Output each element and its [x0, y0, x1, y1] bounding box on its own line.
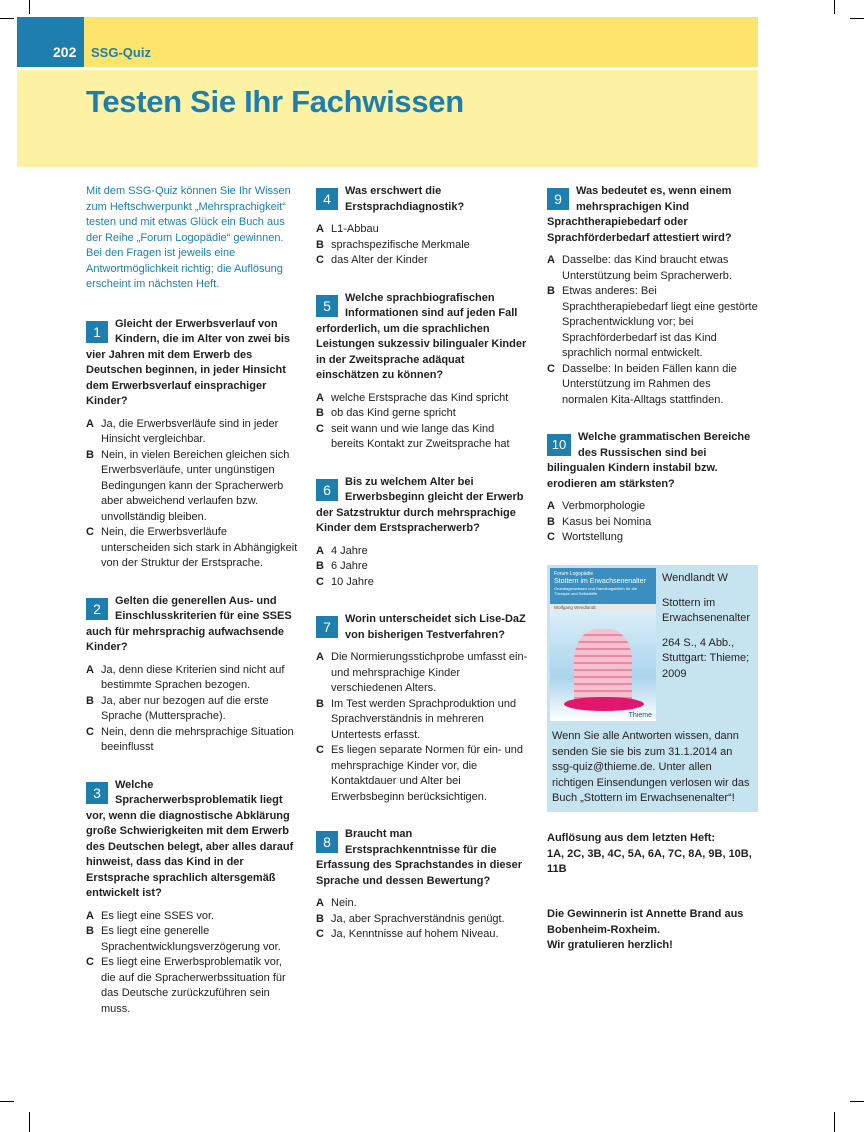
option-text: Ja, die Erwerbsverläufe sind in jeder Hinsicht vergleichbar.: [101, 417, 279, 445]
option-letter: B: [86, 448, 94, 461]
answer-option: [316, 912, 528, 928]
answer-option: [316, 575, 528, 591]
option-letter: C: [316, 928, 324, 940]
question-number-badge: 8: [316, 831, 338, 853]
question-heading: [316, 827, 528, 889]
option-text: Die Normierungsstichprobe umfasst ein- und mehrsprachige Kinder verschiedenen Alters.: [331, 651, 528, 694]
page-number: 202: [17, 17, 84, 67]
option-letter: A: [547, 254, 555, 266]
answer-option: [547, 499, 759, 515]
option-letter: B: [86, 694, 94, 707]
option-letter: A: [86, 417, 94, 430]
question-text: Worin unterscheidet sich Lise-DaZ von bisherigen Testverfahren?: [345, 613, 526, 641]
question-number-badge: 7: [316, 616, 338, 638]
book-author: Wendlandt W: [662, 572, 728, 584]
option-letter: C: [86, 526, 94, 538]
question-text: Was erschwert die Erstsprachdiagnostik?: [345, 185, 465, 213]
question-heading: [316, 184, 528, 215]
option-text: Kasus bei Nomina: [562, 515, 652, 528]
staircase-illustration: [550, 611, 656, 721]
option-letter: A: [316, 223, 324, 235]
question-heading: [86, 594, 298, 656]
option-letter: C: [86, 956, 94, 968]
book-cover-image: [550, 568, 656, 721]
question-text: Braucht man Erstsprachkenntnisse für die Erfassung des Sprachstandes in dieser Sprache und dessen Bewertung?: [316, 828, 523, 887]
option-text: seit wann und wie lange das Kind bereits Kontakt zur Zweitsprache hat: [331, 422, 510, 450]
section-label: SSG-Quiz: [91, 45, 151, 60]
option-letter: B: [316, 238, 324, 251]
column-left: [86, 184, 298, 1039]
crop-mark: [0, 18, 14, 19]
option-text: Ja, Kenntnisse auf hohem Niveau.: [331, 928, 499, 940]
crop-mark: [834, 0, 835, 14]
question-8: [316, 827, 528, 943]
option-text: Im Test werden Sprachproduktion und Sprachverständnis in mehreren Untertests erfasst.: [331, 697, 517, 741]
publisher-logo: Thieme: [628, 712, 652, 719]
option-letter: C: [316, 575, 324, 588]
question-number-badge: 4: [316, 188, 338, 210]
option-text: Es liegt eine SSES vor.: [101, 909, 215, 922]
question-text: Gleicht der Erwerbsverlauf von Kindern, die im Alter von zwei bis vier Jahren mit dem Erwerb des Deutschen beginnen, in jeder Hinsicht dem Erwerbsverlauf einsprachiger Kinder?: [86, 317, 291, 407]
winner-announcement: [547, 907, 759, 954]
option-letter: B: [316, 407, 324, 419]
answer-option: [86, 725, 298, 756]
cover-title: Stottern im Erwachsenenalter: [554, 578, 646, 585]
intro-text: Mit dem SSG-Quiz können Sie Ihr Wissen zum Heftschwerpunkt „Mehrsprachigkeit“ testen und mit etwas Glück ein Buch aus der Reihe „Forum Logopädie“ gewinnen. Bei den Fragen ist jeweils eine Antwortmöglichkeit richtig; die Auflösung erscheint im nächsten Heft.: [86, 185, 291, 290]
crop-mark: [29, 0, 30, 14]
answer-option: [316, 406, 528, 422]
column-right: [547, 184, 759, 568]
answer-option: [86, 924, 298, 955]
question-heading: [547, 184, 759, 246]
option-text: Es liegt eine Erwerbsproblematik vor, die auf die Spracherwerbssituation für das Deutsche zurückzuführen sein muss.: [101, 956, 286, 1015]
question-9: [547, 184, 759, 408]
answer-option: [547, 253, 759, 284]
answer-option: [547, 284, 759, 362]
option-letter: B: [547, 285, 555, 297]
book-details: 264 S., 4 Abb., Stuttgart: Thieme; 2009: [662, 636, 750, 680]
option-letter: A: [316, 651, 324, 663]
option-text: Es liegen separate Normen für ein- und mehrsprachige Kinder vor, die Kontaktdauer und Alter bei Erwerbsbeginn berücksichtigen.: [331, 744, 523, 803]
question-text: Gelten die generellen Aus- und Einschlusskriterien für eine SSES auch für mehrsprachig aufwachsende Kinder?: [86, 594, 292, 653]
option-text: Es liegt eine generelle Sprachentwicklungsverzögerung vor.: [101, 925, 281, 953]
option-letter: A: [316, 897, 324, 909]
question-7: [316, 612, 528, 805]
answer-option: [316, 222, 528, 238]
option-letter: C: [547, 531, 555, 543]
option-text: ob das Kind gerne spricht: [331, 407, 456, 419]
option-letter: A: [547, 500, 555, 512]
staircase-shape: [574, 629, 632, 707]
question-heading: [86, 317, 298, 410]
option-letter: A: [86, 909, 94, 922]
option-letter: C: [547, 362, 555, 375]
previous-solution: [547, 831, 759, 878]
answer-option: [86, 694, 298, 725]
option-text: 6 Jahre: [331, 560, 368, 572]
answer-option: [547, 362, 759, 409]
cover-header: [550, 568, 656, 604]
option-letter: B: [316, 560, 324, 572]
option-letter: C: [316, 744, 324, 756]
question-10: [547, 430, 759, 546]
answer-option: [316, 422, 528, 453]
question-number-badge: 3: [86, 782, 108, 804]
congratulations: Wir gratulieren herzlich!: [547, 939, 673, 951]
answer-option: [86, 525, 298, 572]
solution-answers: 1A, 2C, 3B, 4C, 5A, 6A, 7C, 8A, 9B, 10B, 11B: [547, 847, 752, 875]
option-text: Ja, denn diese Kriterien sind nicht auf bestimmte Sprachen bezogen.: [101, 663, 285, 691]
answer-option: [316, 391, 528, 407]
question-text: Welche Spracherwerbsproblematik liegt vor, wenn die diagnostische Abklärung große Schwierigkeiten mit dem Erwerb des Deutschen belegt, aber alles darauf hinweist, dass das Kind in der Erstsprache sprachlich altersgemäß entwickelt ist?: [86, 778, 294, 899]
option-text: welche Erstsprache das Kind spricht: [331, 391, 509, 404]
crop-mark: [850, 1101, 864, 1102]
question-2: [86, 594, 298, 756]
answer-option: [316, 238, 528, 254]
option-text: Verbmorphologie: [562, 500, 646, 512]
question-heading: [316, 475, 528, 537]
winner-name: Die Gewinnerin ist Annette Brand aus Bobenheim-Roxheim.: [547, 908, 744, 936]
column-middle: [316, 184, 528, 965]
answer-option: [316, 253, 528, 269]
answer-option: [316, 559, 528, 575]
option-text: sprachspezifische Merkmale: [331, 238, 470, 251]
question-3: [86, 778, 298, 1018]
option-text: L1-Abbau: [331, 223, 379, 235]
option-letter: C: [86, 725, 94, 738]
cover-series: Forum Logopädie: [554, 571, 594, 577]
question-number-badge: 2: [86, 598, 108, 620]
question-1: [86, 317, 298, 572]
answer-option: [316, 896, 528, 912]
answer-option: [86, 448, 298, 526]
option-text: 10 Jahre: [331, 575, 374, 588]
answer-option: [86, 955, 298, 1017]
option-letter: B: [316, 912, 324, 925]
question-heading: [86, 778, 298, 902]
question-number-badge: 6: [316, 479, 338, 501]
question-heading: [316, 612, 528, 643]
answer-option: [547, 515, 759, 531]
answer-option: [316, 650, 528, 697]
option-text: 4 Jahre: [331, 544, 368, 557]
option-text: Nein, die Erwerbsverläufe unterscheiden sich stark in Abhängigkeit von der Struktur der Erstsprache.: [101, 526, 298, 569]
crop-mark: [850, 18, 864, 19]
question-text: Welche sprachbiografischen Informationen sind auf jeden Fall erforderlich, um die sprachlichen Leistungen sukzessiv bilingualer Kinder in der Zweitsprache adäquat einschätzen zu können?: [316, 291, 527, 381]
solution-heading: Auflösung aus dem letzten Heft:: [547, 832, 716, 844]
answer-option: [86, 663, 298, 694]
crop-mark: [834, 1112, 835, 1132]
question-number-badge: 5: [316, 295, 338, 317]
book-prize-box: [547, 565, 758, 812]
staircase-base: [564, 697, 644, 711]
answer-option: [316, 544, 528, 560]
answer-option: [86, 417, 298, 448]
option-letter: A: [86, 663, 94, 676]
answer-option: [547, 530, 759, 546]
option-text: Ja, aber nur bezogen auf die erste Sprache (Muttersprache).: [101, 694, 269, 722]
page-title: Testen Sie Ihr Fachwissen: [86, 84, 464, 119]
question-4: [316, 184, 528, 269]
cover-author: Wolfgang Wendlandt: [550, 604, 656, 611]
option-letter: B: [86, 925, 94, 937]
option-text: das Alter der Kinder: [331, 254, 428, 266]
question-6: [316, 475, 528, 591]
answer-option: [316, 927, 528, 943]
option-text: Ja, aber Sprachverständnis genügt.: [331, 912, 505, 925]
cover-subtitle: Grundlagenwissen und Handlungshilfen für die Therapie und Selbsthilfe: [554, 586, 637, 596]
answer-option: [316, 743, 528, 805]
option-text: Etwas anderes: Bei Sprachtherapiebedarf liegt eine gestörte Sprachentwicklung vor; bei Sprachförderbedarf ist das Kind sprachlich normal entwickelt.: [562, 285, 758, 359]
question-text: Bis zu welchem Alter bei Erwerbsbeginn gleicht der Erwerb der Satzstruktur durch mehrsprachige Kinder dem Erstspracherwerb?: [316, 475, 524, 534]
answer-option: [86, 909, 298, 925]
book-info: [662, 571, 758, 691]
answer-option: [316, 697, 528, 744]
question-5: [316, 291, 528, 453]
option-text: Dasselbe: In beiden Fällen kann die Unterstützung im Rahmen des normalen Kita-Alltags stattfinden.: [562, 362, 737, 406]
option-letter: B: [316, 697, 324, 710]
question-heading: [547, 430, 759, 492]
question-heading: [316, 291, 528, 384]
option-letter: B: [547, 515, 555, 528]
question-number-badge: 1: [86, 321, 108, 343]
contest-note: Wenn Sie alle Antworten wissen, dann senden Sie sie bis zum 31.1.2014 an ssg-quiz@thieme.de. Unter allen richtigen Einsendungen verlosen wir das Buch „Stottern im Erwachsenenalter“!: [552, 730, 750, 804]
option-letter: C: [316, 254, 324, 266]
book-title: Stottern im Erwachsenenalter: [662, 596, 751, 624]
question-number-badge: 10: [547, 434, 571, 456]
option-text: Nein, in vielen Bereichen gleichen sich Erwerbsverläufe, unter ungünstigen Bedingungen kann der Spracherwerb aber abweichend verlaufen bzw. unvollständig bleiben.: [101, 448, 290, 523]
option-text: Nein.: [331, 897, 357, 909]
option-letter: A: [316, 391, 324, 404]
question-number-badge: 9: [547, 188, 569, 210]
option-letter: A: [316, 544, 324, 557]
option-text: Wortstellung: [562, 531, 623, 543]
crop-mark: [29, 1112, 30, 1132]
question-text: Welche grammatischen Bereiche des Russischen sind bei bilingualen Kindern instabil bzw. erodieren am stärksten?: [547, 431, 751, 490]
crop-mark: [0, 1101, 14, 1102]
question-text: Was bedeutet es, wenn einem mehrsprachigen Kind Sprachtherapiebedarf oder Sprachförderbedarf attestiert wird?: [547, 185, 732, 244]
option-text: Nein, denn die mehrsprachige Situation beeinflusst: [101, 725, 294, 753]
option-text: Dasselbe: das Kind braucht etwas Unterstützung beim Spracherwerb.: [562, 254, 732, 282]
option-letter: C: [316, 422, 324, 435]
